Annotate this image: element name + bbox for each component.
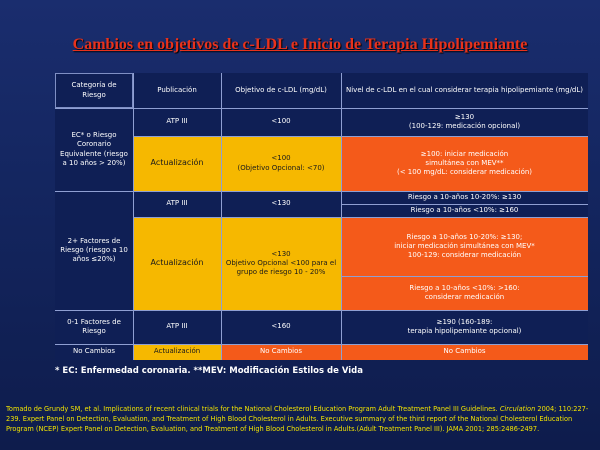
grid-line (133, 136, 588, 137)
header-category: Categoría de Riesgo (55, 73, 133, 108)
grid-line (341, 276, 588, 277)
mid-update-level-a (341, 217, 588, 276)
mid-atp-level-b: Riesgo a 10-años <10%: ≥160 (341, 204, 588, 217)
mid-update-level-b2: considerar medicación (424, 293, 505, 301)
high-update-publication: Actualización (133, 136, 221, 191)
mid-update-objective-sub: Objetivo Opcional <100 para el grupo de riesgo 10 - 20% (225, 258, 337, 277)
mid-update-publication: Actualización (133, 217, 221, 310)
high-atp-objective: <100 (221, 108, 341, 136)
high-update-objective-main: <100 (271, 154, 291, 163)
page-title: Cambios en objetivos de c-LDL e Inicio de Terapia Hipolipemiante (72, 36, 528, 53)
header-level: Nivel de c-LDL en el cual considerar terapia hipolipemiante (mg/dL) (341, 73, 588, 108)
grid-line (133, 73, 134, 360)
risk-table (55, 73, 588, 360)
reference-journal: Circulation (499, 405, 536, 413)
reference-part1: Tomado de Grundy SM, et al. Implications of recent clinical trials for the National Cholesterol Education Program Adult Treatment Panel III Guidelines. (6, 405, 500, 413)
mid-update-level-a2: iniciar medicación simultánea con MEV* (394, 241, 535, 250)
high-update-level (341, 136, 588, 191)
grid-line (341, 204, 588, 205)
high-atp-level (341, 108, 588, 136)
category-mid-risk: 2+ Factores de Riesgo (riesgo a 10 años ≤20%) (55, 191, 133, 310)
low-update-objective: No Cambios (221, 344, 341, 360)
grid-line (133, 217, 588, 218)
grid-line (55, 344, 588, 345)
high-atp-level-sub: (100-129: medicación opcional) (408, 122, 521, 130)
low-update-category: No Cambios (55, 344, 133, 360)
reference-part2: 2004; 110:227-239. Expert Panel on Detection, Evaluation, and Treatment of High Blood Cholesterol in Adults. Executive summary of the third report of the National Cholesterol Education Program (NCEP) Expert Panel on Detection, Evaluation, and Treatment of High Blood Cholesterol in Adults.(Adult Treatment Panel III). JAMA 2001; 285:2486-2497. (6, 405, 589, 433)
grid-line (55, 191, 588, 192)
low-atp-publication: ATP III (133, 310, 221, 344)
grid-line (221, 73, 222, 360)
high-update-level-line3: (< 100 mg/dL: considerar medicación) (396, 168, 533, 177)
high-atp-level-main: ≥130 (454, 112, 475, 121)
footnote: * EC: Enfermedad coronaria. **MEV: Modificación Estilos de Vida (55, 366, 364, 376)
low-update-level: No Cambios (341, 344, 588, 360)
low-atp-level (341, 310, 588, 344)
category-high-risk: EC* o Riesgo Coronario Equivalente (riesgo a 10 años > 20%) (55, 108, 133, 191)
low-update-publication: Actualización (133, 344, 221, 360)
mid-update-objective (221, 217, 341, 310)
mid-update-level-b (341, 276, 588, 310)
high-update-objective (221, 136, 341, 191)
reference-citation (6, 405, 596, 435)
high-update-level-line1: ≥100: iniciar medicación (420, 149, 509, 158)
low-atp-level-main: ≥190 (160-189: (436, 317, 493, 326)
mid-update-level-a1: Riesgo a 10-años 10-20%: ≥130; (406, 232, 523, 241)
category-low-risk: 0-1 Factores de Riesgo (55, 310, 133, 344)
high-update-objective-sub: (Objetivo Opcional: <70) (237, 163, 325, 172)
header-objective: Objetivo de c-LDL (mg/dL) (221, 73, 341, 108)
grid-line (341, 73, 342, 360)
mid-atp-publication: ATP III (133, 191, 221, 217)
high-update-level-line2: simultánea con MEV** (425, 158, 504, 167)
mid-atp-level-a: Riesgo a 10-años 10-20%: ≥130 (341, 191, 588, 204)
low-atp-objective: <160 (221, 310, 341, 344)
grid-line (55, 108, 588, 109)
mid-update-objective-main: <130 (271, 249, 291, 258)
grid-line (55, 310, 588, 311)
mid-update-level-a3: 100-129: considerar medicación (407, 251, 522, 260)
high-atp-publication: ATP III (133, 108, 221, 136)
header-publication: Publicación (133, 73, 221, 108)
mid-update-level-b1: Riesgo a 10-años <10%: >160: (409, 283, 520, 292)
low-atp-level-sub: terapia hipolipemiante opcional) (407, 327, 522, 335)
mid-atp-objective: <130 (221, 191, 341, 217)
